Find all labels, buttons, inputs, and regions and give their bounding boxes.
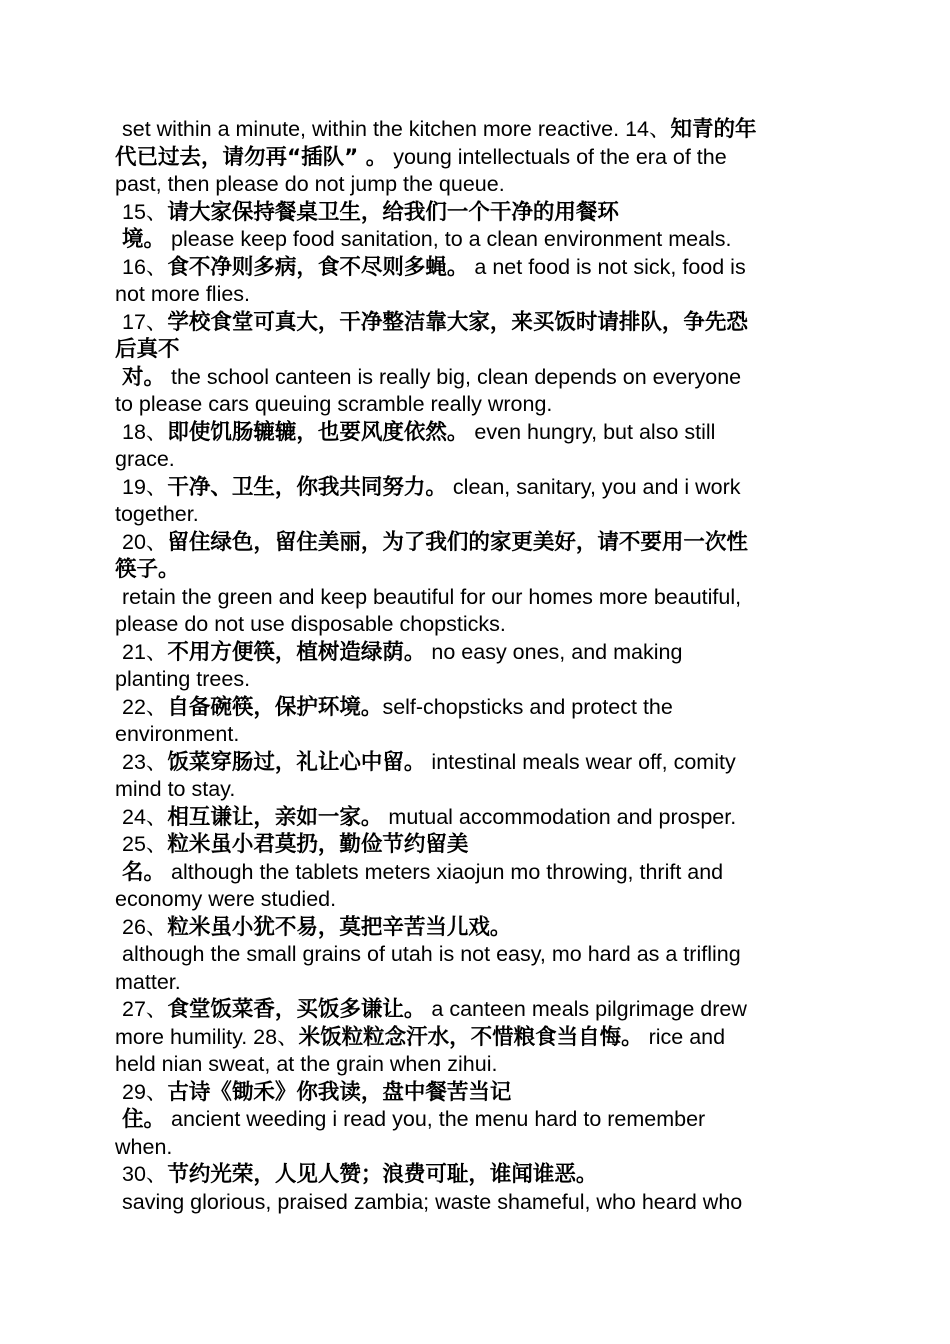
english-translation-text: 26、: [122, 914, 168, 939]
text-line: [115, 226, 835, 254]
chinese-slogan-text: 住。: [122, 1107, 166, 1132]
english-translation-text: 16、: [122, 254, 168, 279]
english-translation-text: economy were studied.: [115, 887, 337, 911]
text-line: [115, 1079, 835, 1107]
english-translation-text: more humility. 28、: [115, 1024, 299, 1049]
text-line: [115, 474, 835, 502]
text-line: [115, 721, 835, 749]
english-translation-text: not more flies.: [115, 282, 251, 306]
english-translation-text: mutual accommodation and prosper.: [382, 804, 737, 829]
text-line: [115, 969, 835, 997]
text-line: [115, 859, 835, 887]
text-line: [115, 281, 835, 309]
english-translation-text: 30、: [122, 1162, 168, 1186]
chinese-slogan-text: 留住绿色，留住美丽，为了我们的家更美好，请不要用一次性: [167, 529, 748, 555]
text-line: [115, 556, 835, 584]
text-line: [115, 914, 835, 942]
text-line: [115, 1024, 835, 1052]
text-line: [115, 309, 835, 337]
english-translation-text: 25、: [122, 832, 168, 856]
chinese-slogan-text: 筷子。: [115, 557, 180, 582]
chinese-slogan-text: 食不净则多病，食不尽则多蝇。: [167, 254, 469, 280]
chinese-slogan-text: 食堂饭菜香，买饭多谦让。: [167, 997, 426, 1022]
english-translation-text: self-chopsticks and protect the: [382, 694, 673, 719]
text-line: [115, 1161, 835, 1189]
text-line: [115, 1106, 835, 1134]
text-line: [115, 749, 835, 777]
text-line: [115, 336, 835, 364]
chinese-slogan-text: 后真不: [115, 337, 180, 362]
text-line: [115, 776, 835, 804]
english-translation-text: young intellectuals of the era of the: [387, 144, 727, 169]
text-line: [115, 666, 835, 694]
english-translation-text: 20、: [122, 529, 168, 554]
english-translation-text: 21、: [122, 639, 168, 664]
english-translation-text: set within a minute, within the kitchen more reactive. 14、: [122, 117, 671, 141]
english-translation-text: 22、: [122, 694, 168, 719]
text-line: [115, 996, 835, 1024]
english-translation-text: planting trees.: [115, 667, 251, 691]
text-line: [115, 886, 835, 914]
chinese-slogan-text: 自备碗筷，保护环境。: [167, 694, 383, 720]
english-translation-text: a canteen meals pilgrimage drew: [425, 997, 747, 1021]
text-line: [115, 1189, 835, 1217]
english-translation-text: no easy ones, and making: [425, 639, 683, 664]
english-translation-text: 17、: [122, 309, 168, 334]
english-translation-text: intestinal meals wear off, comity: [425, 749, 736, 774]
text-line: [115, 419, 835, 447]
text-line: [115, 501, 835, 529]
english-translation-text: 24、: [122, 804, 168, 829]
text-line: [115, 694, 835, 722]
text-line: [115, 529, 835, 557]
chinese-slogan-text: 饭菜穿肠过，礼让心中留。: [167, 749, 426, 775]
chinese-slogan-text: 米饭粒粒念汗水，不惜粮食当自悔。: [298, 1024, 643, 1050]
text-line: [115, 1134, 835, 1162]
text-line: [115, 364, 835, 392]
english-translation-text: a net food is not sick, food is: [468, 254, 746, 279]
text-line: [115, 391, 835, 419]
english-translation-text: retain the green and keep beautiful for our homes more beautiful,: [122, 584, 742, 609]
chinese-slogan-text: 请大家保持餐桌卫生，给我们一个干净的用餐环: [167, 199, 619, 225]
english-translation-text: held nian sweat, at the grain when zihui.: [115, 1052, 498, 1076]
text-line: [115, 144, 835, 172]
text-line: [115, 116, 835, 144]
chinese-slogan-text: 粒米虽小犹不易，莫把辛苦当儿戏。: [167, 914, 512, 940]
english-translation-text: please keep food sanitation, to a clean environment meals.: [165, 227, 732, 251]
english-translation-text: clean, sanitary, you and i work: [446, 474, 741, 499]
chinese-slogan-text: 相互谦让，亲如一家。: [167, 804, 383, 830]
chinese-slogan-text: 节约光荣，人见人赞；浪费可耻，谁闻谁恶。: [167, 1162, 598, 1187]
english-translation-text: even hungry, but also still: [468, 419, 716, 444]
english-translation-text: the school canteen is really big, clean depends on everyone: [165, 364, 742, 389]
text-line: [115, 611, 835, 639]
chinese-slogan-text: 知青的年: [670, 117, 757, 142]
english-translation-text: rice and: [642, 1024, 726, 1049]
english-translation-text: matter.: [115, 969, 181, 994]
document-page: [115, 116, 835, 1216]
chinese-slogan-text: 代已过去，请勿再“插队” 。: [115, 144, 388, 170]
text-line: [115, 584, 835, 612]
english-translation-text: 29、: [122, 1079, 168, 1104]
chinese-slogan-text: 粒米虽小君莫扔，勤俭节约留美: [167, 832, 469, 857]
text-line: [115, 1051, 835, 1079]
english-translation-text: 18、: [122, 419, 168, 444]
english-translation-text: when.: [115, 1134, 173, 1159]
english-translation-text: to please cars queuing scramble really wrong.: [115, 392, 553, 416]
chinese-slogan-text: 不用方便筷，植树造绿荫。: [167, 639, 426, 665]
text-line: [115, 804, 835, 832]
english-translation-text: mind to stay.: [115, 777, 236, 801]
text-line: [115, 254, 835, 282]
english-translation-text: grace.: [115, 447, 175, 471]
english-translation-text: please do not use disposable chopsticks.: [115, 612, 506, 636]
english-translation-text: 27、: [122, 997, 168, 1021]
english-translation-text: 15、: [122, 199, 168, 224]
english-translation-text: past, then please do not jump the queue.: [115, 172, 505, 196]
chinese-slogan-text: 即使饥肠辘辘，也要风度依然。: [167, 419, 469, 445]
english-translation-text: 19、: [122, 474, 168, 499]
text-line: [115, 199, 835, 227]
text-line: [115, 446, 835, 474]
english-translation-text: saving glorious, praised zambia; waste shameful, who heard who: [122, 1189, 743, 1214]
text-line: [115, 831, 835, 859]
text-line: [115, 639, 835, 667]
english-translation-text: environment.: [115, 722, 240, 746]
chinese-slogan-text: 境。: [122, 227, 166, 252]
english-translation-text: although the tablets meters xiaojun mo throwing, thrift and: [165, 859, 724, 884]
english-translation-text: together.: [115, 502, 199, 526]
text-line: [115, 171, 835, 199]
chinese-slogan-text: 名。: [122, 859, 166, 885]
english-translation-text: ancient weeding i read you, the menu hard to remember: [165, 1107, 706, 1131]
english-translation-text: although the small grains of utah is not easy, mo hard as a trifling: [122, 942, 741, 966]
text-line: [115, 941, 835, 969]
english-translation-text: 23、: [122, 749, 168, 774]
chinese-slogan-text: 古诗《锄禾》你我读，盘中餐苦当记: [167, 1079, 512, 1105]
chinese-slogan-text: 对。: [122, 364, 166, 390]
chinese-slogan-text: 干净、卫生，你我共同努力。: [167, 474, 447, 500]
chinese-slogan-text: 学校食堂可真大，干净整洁靠大家，来买饭时请排队，争先恐: [167, 309, 748, 335]
